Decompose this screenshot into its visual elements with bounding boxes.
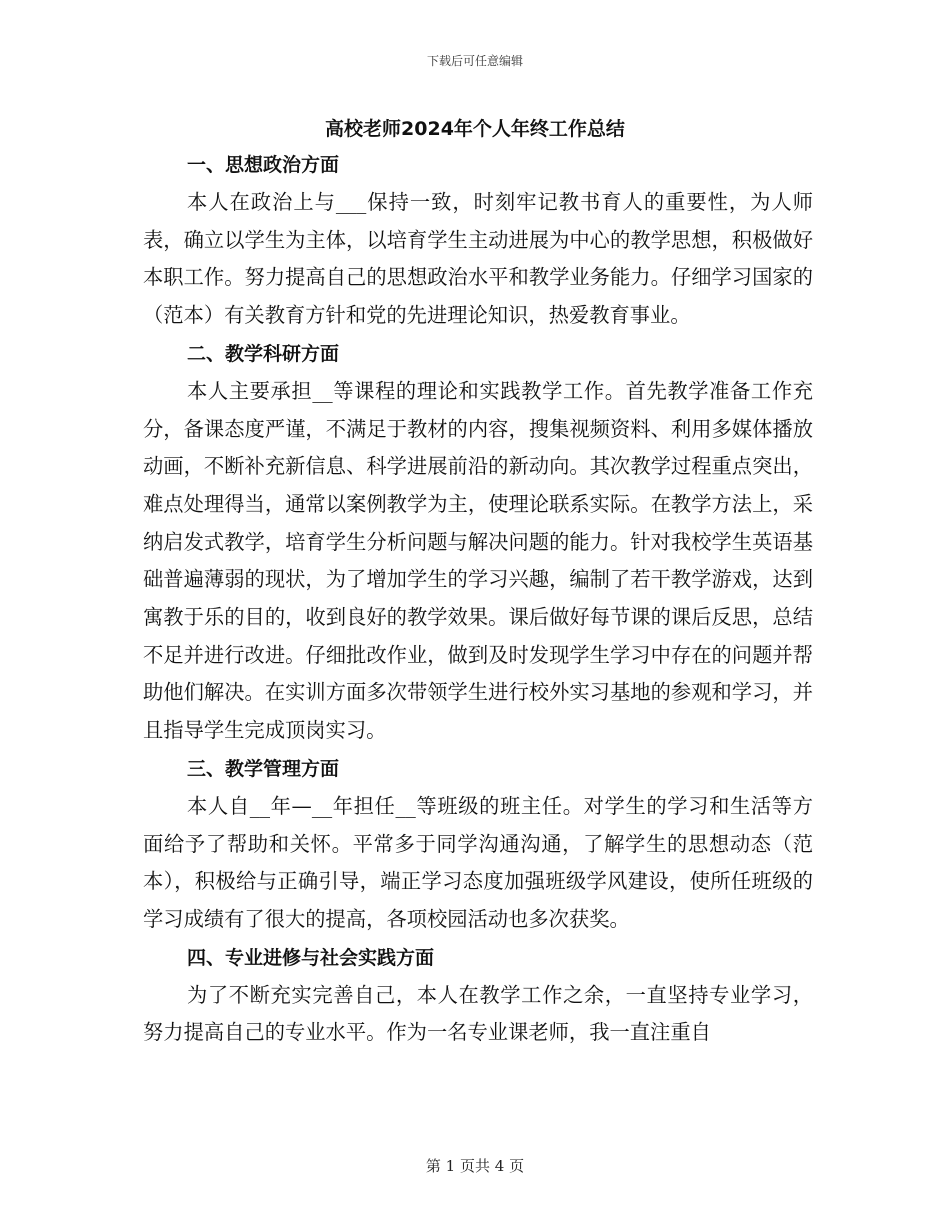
section-heading-1: 一、思想政治方面	[187, 154, 340, 176]
section-paragraph-1: 本人在政治上与___保持一致，时刻牢记教书育人的重要性，为人师表，确立以学生为主体，以培育学生主动进展为中心的教学思想，积极做好本职工作。努力提高自己的思想政治水平和教学业务能力。仔细学习国家的（范本）有关教育方针和党的先进理论知识，热爱教育事业。	[143, 190, 813, 328]
section-heading-4: 四、专业进修与社会实践方面	[187, 946, 435, 969]
section-paragraph-4: 为了不断充实完善自己，本人在教学工作之余，一直坚持专业学习，努力提高自己的专业水平。作为一名专业课老师，我一直注重自	[143, 982, 813, 1045]
page-header-note: 下载后可任意编辑	[426, 54, 523, 68]
document-body	[143, 146, 813, 1052]
section-heading-3: 三、教学管理方面	[187, 757, 340, 780]
page-number-footer: 第 1 页共 4 页	[425, 1157, 525, 1175]
section-paragraph-3: 本人自__年—__年担任__等班级的班主任。对学生的学习和生活等方面给予了帮助和关怀。平常多于同学沟通沟通，了解学生的思想动态（范本），积极给与正确引导，端正学习态度加强班级学风建设，使所任班级的学习成绩有了很大的提高，各项校园活动也多次获奖。	[143, 793, 813, 931]
section-heading-2: 二、教学科研方面	[187, 342, 340, 365]
document-title: 高校老师2024年个人年终工作总结	[325, 118, 625, 140]
section-paragraph-2: 本人主要承担__等课程的理论和实践教学工作。首先教学准备工作充分，备课态度严谨，不满足于教材的内容，搜集视频资料、利用多媒体播放动画，不断补充新信息、科学进展前沿的新动向。其次教学过程重点突出，难点处理得当，通常以案例教学为主，使理论联系实际。在教学方法上，采纳启发式教学，培育学生分析问题与解决问题的能力。针对我校学生英语基础普遍薄弱的现状，为了增加学生的学习兴趣，编制了若干教学游戏，达到寓教于乐的目的，收到良好的教学效果。课后做好每节课的课后反思，总结不足并进行改进。仔细批改作业，做到及时发现学生学习中存在的问题并帮助他们解决。在实训方面多次带领学生进行校外实习基地的参观和学习，并且指导学生完成顶岗实习。	[143, 378, 813, 743]
